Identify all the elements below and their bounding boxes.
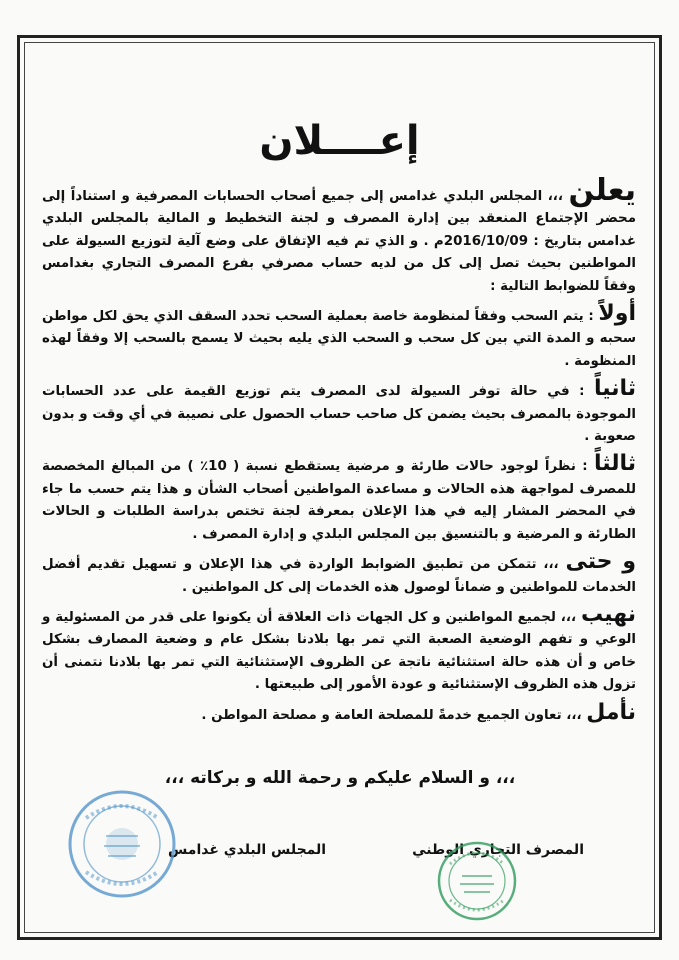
paragraph-text: ،،، تعاون الجميع خدمةً للمصلحة العامة و مصلحة المواطن . — [201, 707, 587, 723]
paragraph-text: : يتم السحب وفقاً لمنظومة خاصة بعملية السحب تحدد السقف الذي يحق لكل مواطن سحبه و المدة التي بين كل سحب و السحب الذي يليه بحيث لا يسمح بالسحب إلا وفقاً لهذه المنظومة . — [42, 309, 636, 369]
paragraph-text: ،،، تتمكن من تطبيق الضوابط الواردة في هذا الإعلان و تسهيل تقديم أفضل الخدمات للمواطنين و ضماناً لوصول هذه الخدمات إلى كل المواطنين . — [42, 557, 636, 595]
paragraph-lead: ثالثاً — [593, 451, 636, 477]
council-stamp-icon — [66, 788, 178, 900]
document-title: إعــــلان — [259, 118, 420, 164]
paragraph-lead: أولاً — [598, 301, 636, 327]
paragraph-lead: نأمل — [586, 699, 636, 725]
clause-third — [42, 453, 636, 546]
paragraph-lead: ثانياً — [593, 376, 636, 402]
announcement-body — [42, 173, 636, 732]
council-signature: المجلس البلدي غدامس — [168, 842, 327, 858]
bank-signature: المصرف التجاري الوطني — [412, 842, 584, 858]
clause-appeal — [42, 601, 636, 697]
clause-until — [42, 551, 636, 599]
clause-hope — [42, 699, 636, 727]
paragraph-text: : نظراً لوجود حالات طارئة و مرضية يستقطع نسبة ( 10٪ ) من المبالغ المخصصة للمصرف لمواجهة هذه الحالات و مساعدة المواطنين أصحاب الشأن و هذا يتم حسب ما جاء في المحضر المشار إليه في هذا الإعلان بمعرفة لجنة تختص بدراسة الطلبات و الحالات الطارئة و المرضية و بالتنسيق بين المجلس البلدي و إدارة المصرف . — [42, 459, 636, 542]
paragraph-text: ،،، لجميع المواطنين و كل الجهات ذات العلاقة أن يكونوا على قدر من المسئولية و الوعي و تفهم الوضعية الصعبة التي تمر بها بلادنا بشكل عام و وضعية المصارف بشكل خاص و أن هذه حالة استثنائية ناتجة عن الظروف الإستثنائية التي تمر بها بلادنا نتمنى أن تزول هذه الظروف الإستثنائية و عودة الأمور إلى طبيعتها . — [42, 609, 636, 693]
clause-second — [42, 378, 636, 448]
paragraph-text: ،،، المجلس البلدي غدامس إلى جميع أصحاب الحسابات المصرفية و استناداً إلى محضر الإجتماع المنعقد بين إدارة المصرف و لجنة التخطيط و المالية بالمجلس البلدي غدامس بتاريخ : 2016/10/09م . و الذي تم فيه الإتفاق على وضع آلية لتوزيع السيولة على المواطنين بحيث تصل إلى كل من لديه حساب مصرفي بفرع المصرف التجاري بغدامس وفقاً للضوابط التالية : — [42, 189, 636, 294]
paragraph-lead: يعلن — [568, 173, 636, 208]
bank-stamp-icon — [436, 840, 518, 922]
closing-greeting: ،،، و السلام عليكم و رحمة الله و بركاته ،،، — [164, 768, 516, 788]
paragraph-text: : في حالة توفر السيولة لدى المصرف يتم توزيع القيمة على عدد الحسابات الموجودة بالمصرف بحيث يضمن كل صاحب حساب الحصول على نصيبة في أي وقت و بدون صعوبة . — [42, 384, 636, 445]
paragraph-lead: نهيب — [580, 601, 636, 627]
intro-paragraph — [42, 173, 636, 298]
paragraph-lead: و حتى — [565, 549, 636, 575]
clause-first — [42, 303, 636, 373]
